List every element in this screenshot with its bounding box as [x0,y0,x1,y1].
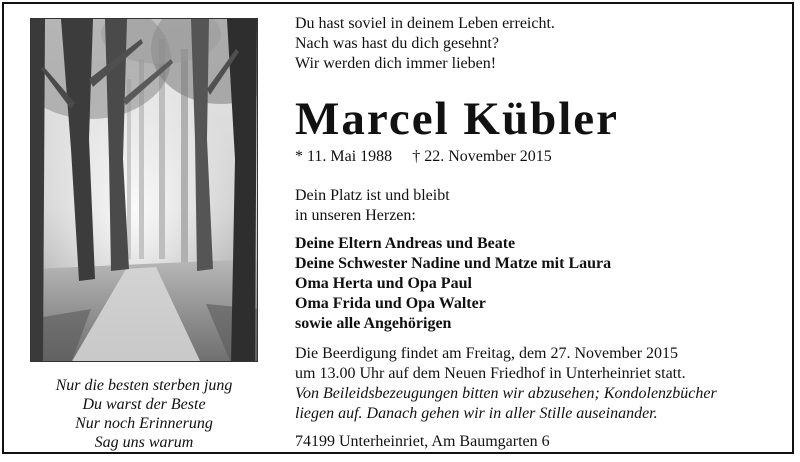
intro-line: Nach was hast du dich gesehnt? [295,35,499,52]
intro-verse [295,14,775,74]
funeral-info [295,344,775,424]
place-line: Dein Platz ist und bleibt [295,187,450,204]
deceased-name: Marcel Kübler [295,93,620,145]
mourner-line: Deine Eltern Andreas und Beate [295,235,516,252]
mourner-line: sowie alle Angehörigen [295,315,452,332]
poem-line: Nur noch Erinnerung [75,415,213,432]
condolence-line: Von Beileidsbezeugungen bitten wir abzusehen; Kondolenzbücher [295,385,717,402]
mourner-line: Oma Frida und Opa Walter [295,295,486,312]
poem-line: Sag uns warum [94,434,194,451]
funeral-line: Die Beerdigung findet am Freitag, dem 27. November 2015 [295,345,679,362]
mourners-list [295,234,775,334]
poem-line: Nur die besten sterben jung [55,377,233,394]
birth-date: * 11. Mai 1988 [295,148,393,165]
family-address: 74199 Unterheinriet, Am Baumgarten 6 [295,433,550,450]
life-dates [295,147,775,167]
condolence-line: liegen auf. Danach gehen wir in aller Stille auseinander. [295,405,658,422]
obituary-notice [2,2,794,454]
death-date: † 22. November 2015 [412,148,552,165]
funeral-line: um 13.00 Uhr auf dem Neuen Friedhof in Unterheinriet statt. [295,365,686,382]
intro-line: Wir werden dich immer lieben! [295,55,497,72]
forest-path-image [31,19,258,362]
poem-block [24,376,264,452]
place-verse [295,186,775,226]
mourner-line: Oma Herta und Opa Paul [295,275,472,292]
place-line: in unseren Herzen: [295,207,416,224]
poem-line: Du warst der Beste [82,396,206,413]
intro-line: Du hast soviel in deinem Leben erreicht. [295,15,555,32]
forest-path-photo [30,18,258,362]
mourner-line: Deine Schwester Nadine und Matze mit Laura [295,255,612,272]
